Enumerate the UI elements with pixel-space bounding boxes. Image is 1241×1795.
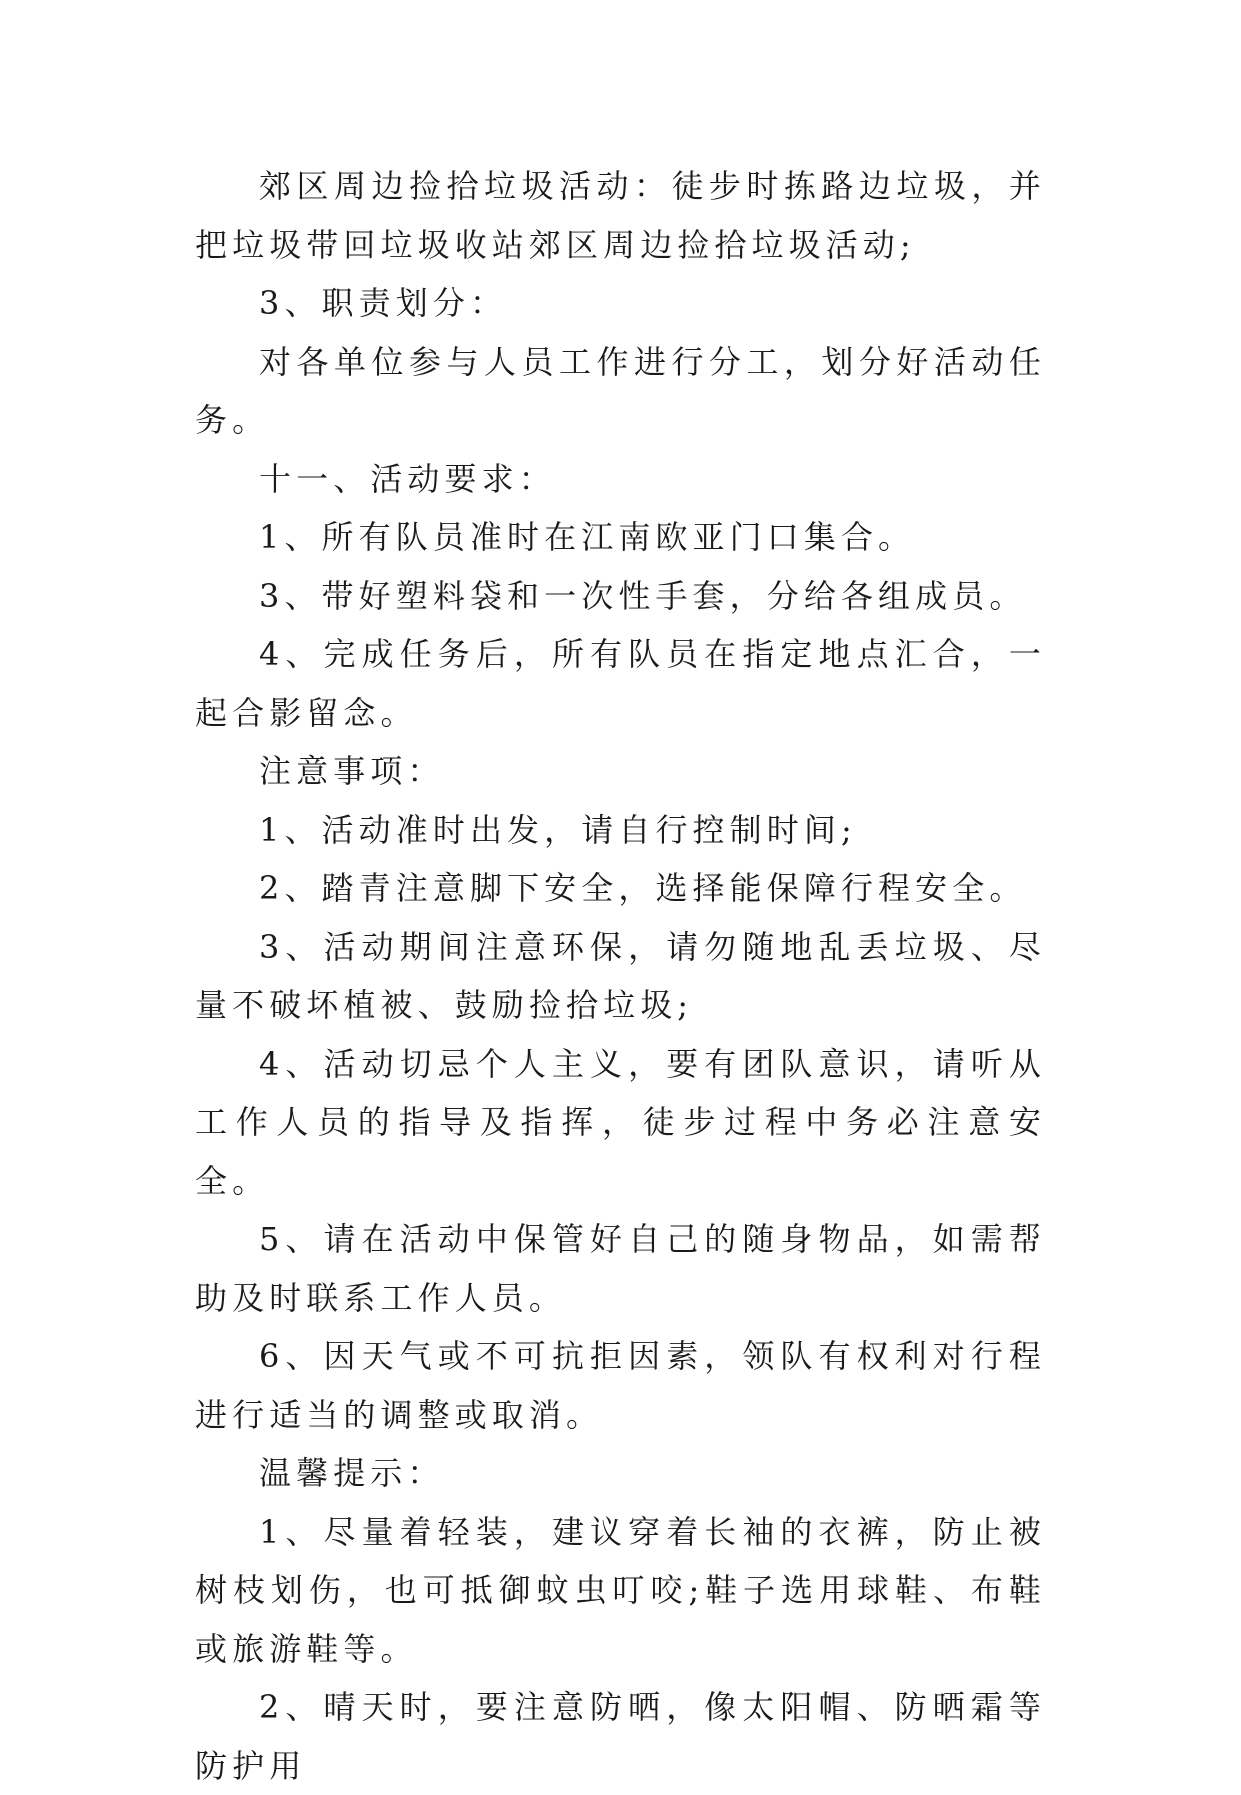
tip-item-2: 2、晴天时，要注意防晒，像太阳帽、防晒霜等防护用 — [195, 1688, 1046, 1785]
section-heading-precautions: 注意事项： — [259, 752, 445, 790]
paragraph-duty-division: 对各单位参与人员工作进行分工，划分好活动任务。 — [195, 342, 1046, 439]
precaution-item-6: 6、因天气或不可抗拒因素，领队有权利对行程进行适当的调整或取消。 — [195, 1337, 1046, 1434]
precaution-item-3: 3、活动期间注意环保，请勿随地乱丢垃圾、尽量不破坏植被、鼓励捡拾垃圾; — [195, 927, 1046, 1024]
precaution-item-5: 5、请在活动中保管好自己的随身物品，如需帮助及时联系工作人员。 — [195, 1220, 1046, 1317]
tip-item-1: 1、尽量着轻装，建议穿着长袖的衣裤，防止被树枝划伤，也可抵御蚊虫叮咬;鞋子选用球鞋、布鞋或旅游鞋等。 — [195, 1512, 1046, 1668]
requirement-item-4: 4、完成任务后，所有队员在指定地点汇合，一起合影留念。 — [195, 635, 1046, 732]
precaution-item-4: 4、活动切忌个人主义，要有团队意识，请听从工作人员的指导及指挥，徒步过程中务必注意安全。 — [195, 1044, 1046, 1200]
section-heading-activity-requirements: 十一、活动要求： — [259, 459, 556, 498]
paragraph-duty-division-heading: 3、职责划分： — [259, 284, 508, 322]
paragraph-litter-activity: 郊区周边捡拾垃圾活动：徒步时拣路边垃圾，并把垃圾带回垃圾收站郊区周边捡拾垃圾活动; — [195, 167, 1046, 264]
precaution-item-2: 2、踏青注意脚下安全，选择能保障行程安全。 — [259, 869, 1027, 907]
section-heading-tips: 温馨提示： — [259, 1454, 445, 1492]
precaution-item-1: 1、活动准时出发，请自行控制时间; — [259, 810, 857, 849]
requirement-item-3: 3、带好塑料袋和一次性手套，分给各组成员。 — [259, 576, 1027, 615]
requirement-item-1: 1、所有队员准时在江南欧亚门口集合。 — [259, 518, 916, 556]
